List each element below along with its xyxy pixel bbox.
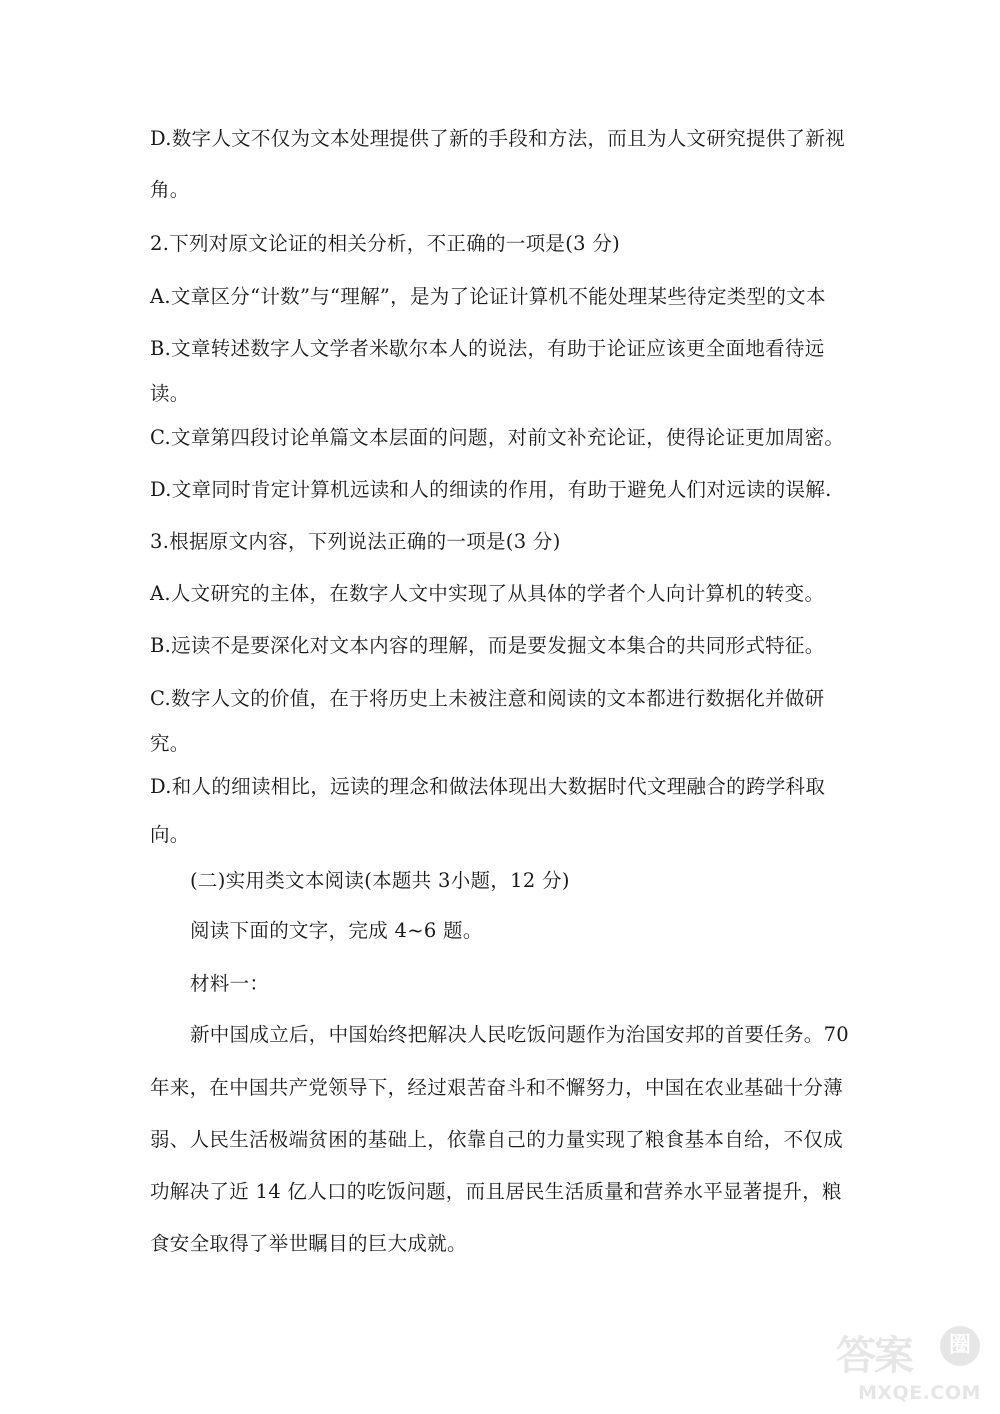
q1-option-d-line2: 角。 xyxy=(150,178,190,201)
material-label: 材料一： xyxy=(190,972,270,995)
q2-option-b-line1: B.文章转述数字人文学者米歇尔本人的说法，有助于论证应该更全面地看待远 xyxy=(150,337,825,360)
q2-stem: 2.下列对原文论证的相关分析，不正确的一项是(3 分) xyxy=(150,232,621,255)
q3-option-a: A.人文研究的主体，在数字人文中实现了从具体的学者个人向计算机的转变。 xyxy=(150,582,825,605)
q2-option-a: A.文章区分“计数”与“理解”，是为了论证计算机不能处理某些待定类型的文本 xyxy=(150,285,826,308)
q3-option-b: B.远读不是要深化对文本内容的理解，而是要发掘文本集合的共同形式特征。 xyxy=(150,634,825,657)
watermark-seal-icon: 圈 xyxy=(940,1326,980,1366)
q3-option-c-line2: 究。 xyxy=(150,732,190,755)
material1-line: 功解决了近 14 亿人口的吃饭问题，而且居民生活质量和营养水平显著提升，粮 xyxy=(150,1180,842,1203)
watermark-cn-text: 答案 xyxy=(836,1333,912,1379)
q2-option-d: D.文章同时肯定计算机远读和人的细读的作用，有助于避免人们对远读的误解. xyxy=(150,478,832,501)
q3-option-d-line1: D.和人的细读相比，远读的理念和做法体现出大数据时代文理融合的跨学科取 xyxy=(150,775,826,798)
q2-option-b-line2: 读。 xyxy=(150,382,190,405)
material1-line: 年来，在中国共产党领导下，经过艰苦奋斗和不懈努力，中国在农业基础十分薄 xyxy=(150,1076,844,1099)
material1-line: 弱、人民生活极端贫困的基础上，依靠自己的力量实现了粮食基本自给，不仅成 xyxy=(150,1128,844,1151)
watermark-url-text: MXQE.COM xyxy=(858,1382,981,1404)
q3-stem: 3.根据原文内容，下列说法正确的一项是(3 分) xyxy=(150,530,561,553)
q3-option-c-line1: C.数字人文的价值，在于将历史上未被注意和阅读的文本都进行数据化并做研 xyxy=(150,687,825,710)
q3-option-d-line2: 向。 xyxy=(150,823,190,846)
q1-option-d-line1: D.数字人文不仅为文本处理提供了新的手段和方法，而且为人文研究提供了新视 xyxy=(150,127,845,150)
watermark-logo xyxy=(832,1324,982,1404)
material1-line: 食安全取得了举世瞩目的巨大成就。 xyxy=(150,1232,467,1255)
section2-heading: (二)实用类文本阅读(本题共 3小题，12 分) xyxy=(190,869,570,892)
section2-instruction: 阅读下面的文字，完成 4~6 题。 xyxy=(190,919,483,942)
q2-option-c: C.文章第四段讨论单篇文本层面的问题，对前文补充论证，使得论证更加周密。 xyxy=(150,426,845,449)
material1-line: 新中国成立后，中国始终把解决人民吃饭问题作为治国安邦的首要任务。70 xyxy=(190,1023,850,1046)
